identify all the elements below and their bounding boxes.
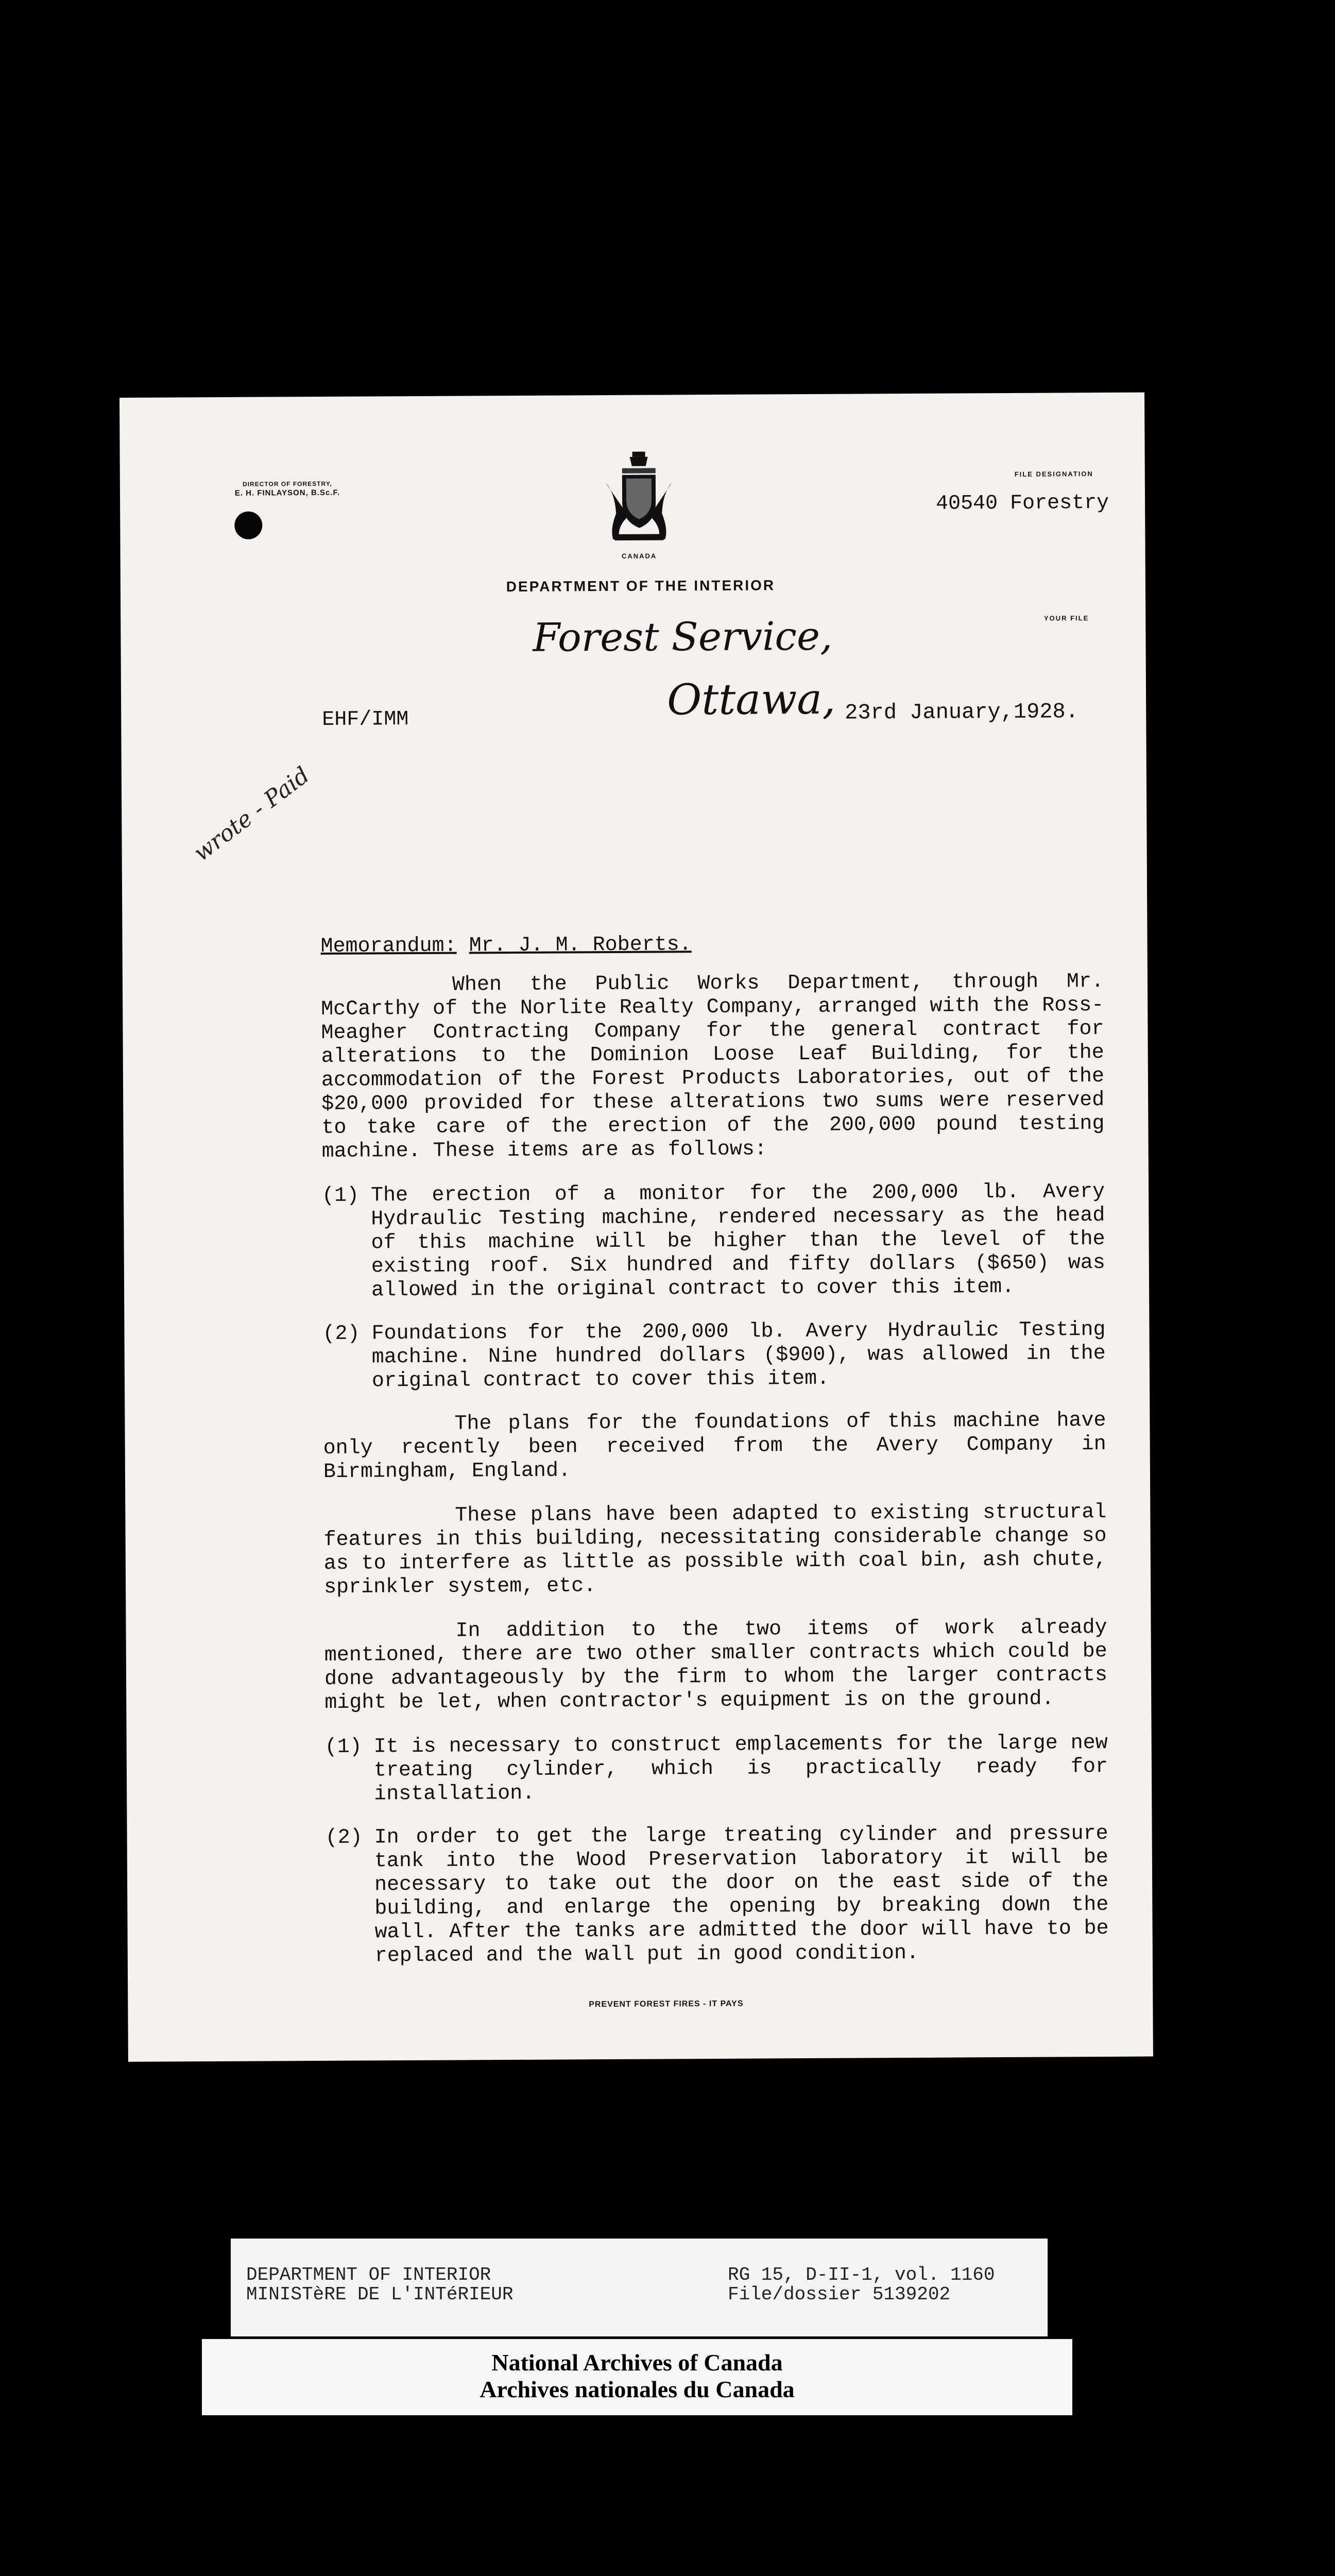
punch-hole bbox=[234, 512, 262, 539]
your-file-label: YOUR FILE bbox=[1043, 614, 1089, 622]
list-item-text: In order to get the large treating cylinder and pressure tank into the Wood Preservation laboratory it will be necessary to take out the door on the east side of the building, and enlarge the opening by breaking down the wall. After the tanks are admitted the door will have to be replaced and the wall put in good condition. bbox=[374, 1822, 1109, 1968]
file-designation-value: 40540 Forestry bbox=[935, 491, 1109, 516]
list-item bbox=[322, 1318, 1106, 1394]
paragraph: The plans for the foundations of this machine have only recently been received from the Avery Company in Birmingham, England. bbox=[323, 1409, 1106, 1484]
memo-recipient: Mr. J. M. Roberts. bbox=[469, 933, 692, 958]
list-item bbox=[322, 1180, 1105, 1303]
city-name: Ottawa, bbox=[666, 674, 836, 725]
reference-initials: EHF/IMM bbox=[322, 708, 409, 732]
paragraph: When the Public Works Department, through Mr. McCarthy of the Norlite Realty Company, arranged with the Ross-Meagher Contracting Company for the general contract for alterations to the Dominion Loose Leaf Building, for the accommodation of the Forest Products Laboratories, out of the $20,000 provided for these alterations two sums were reserved to take care of the erection of the 200,000 pound testing machine. These items are as follows: bbox=[321, 970, 1105, 1163]
list-item-number: (1) bbox=[322, 1184, 360, 1208]
archive-department-fr: MINISTèRE DE L'INTéRIEUR bbox=[246, 2284, 514, 2305]
director-title: DIRECTOR OF FORESTRY, bbox=[243, 480, 332, 488]
archive-file-reference bbox=[728, 2265, 995, 2304]
list-item-number: (2) bbox=[325, 1826, 363, 1850]
list-item-text: The erection of a monitor for the 200,000 lb. Avery Hydraulic Testing machine, rendered necessary as the head of this machine will be higher than the level of the existing roof. Six hundred and fifty dollars ($650) was allowed in the original contract to cover this item. bbox=[370, 1180, 1105, 1302]
handwritten-margin-note: wrote - Paid bbox=[189, 761, 315, 867]
service-name: Forest Service, bbox=[533, 613, 833, 660]
memo-body bbox=[320, 931, 1109, 1988]
archive-department-en: DEPARTMENT OF INTERIOR bbox=[246, 2264, 491, 2285]
list-item-number: (2) bbox=[322, 1322, 360, 1346]
list-item-text: It is necessary to construct emplacements for the large new treating cylinder, which is practically ready for installation. bbox=[373, 1731, 1108, 1806]
director-block bbox=[200, 480, 375, 498]
letter-page bbox=[119, 393, 1153, 2062]
list-item bbox=[325, 1732, 1108, 1807]
paragraph: These plans have been adapted to existing structural features in this building, necessitating considerable change so as to interfere as little as possible with coal bin, ash chute, sprinkler system, etc. bbox=[323, 1500, 1107, 1599]
department-heading: DEPARTMENT OF THE INTERIOR bbox=[506, 577, 776, 595]
crest-caption: CANADA bbox=[621, 552, 657, 560]
archive-name-fr: Archives nationales du Canada bbox=[480, 2376, 795, 2402]
archive-file-number: File/dossier 5139202 bbox=[728, 2284, 951, 2305]
archive-record-group: RG 15, D-II-1, vol. 1160 bbox=[728, 2264, 995, 2285]
memo-label: Memorandum: bbox=[320, 934, 457, 958]
paragraph: In addition to the two items of work already mentioned, there are two other smaller contracts which could be done advantageously by the firm to whom the larger contracts might be let, when contractor's equipment is on the ground. bbox=[324, 1616, 1108, 1715]
archive-name-en: National Archives of Canada bbox=[491, 2349, 783, 2376]
file-designation-label: FILE DESIGNATION bbox=[1014, 470, 1093, 478]
footer-slogan: PREVENT FOREST FIRES - IT PAYS bbox=[589, 1999, 744, 2009]
list-item-text: Foundations for the 200,000 lb. Avery Hydraulic Testing machine. Nine hundred dollars ($900), was allowed in the original contract to cover this item. bbox=[371, 1318, 1106, 1393]
director-name: E. H. FINLAYSON, B.Sc.F. bbox=[234, 488, 340, 498]
archive-department bbox=[246, 2265, 513, 2304]
list-item-number: (1) bbox=[324, 1735, 362, 1759]
list-item bbox=[326, 1822, 1109, 1969]
coat-of-arms-icon bbox=[602, 446, 677, 545]
letter-date: 23rd January,1928. bbox=[845, 699, 1079, 725]
archive-reference-label bbox=[231, 2239, 1048, 2336]
memo-heading bbox=[320, 931, 1103, 959]
archive-name-label bbox=[202, 2339, 1072, 2415]
